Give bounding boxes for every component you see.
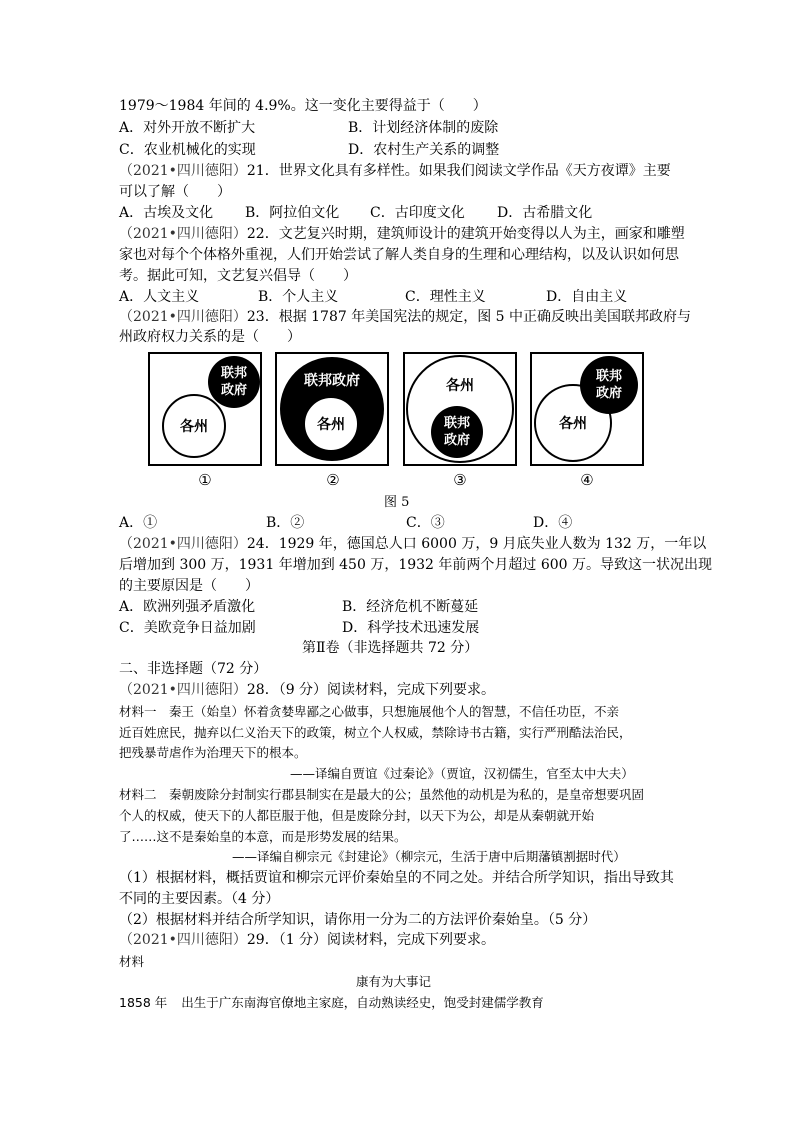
- sub-question-1-cont: 不同的主要因素。（4 分）: [119, 891, 280, 907]
- diagram-1: [148, 352, 262, 466]
- state-circle: 各州: [406, 355, 514, 463]
- material-2-source: ——译编自柳宗元《封建论》（柳宗元，生活于唐中后期藩镇割据时代）: [232, 849, 626, 864]
- state-circle: 各州: [534, 384, 612, 462]
- q23-option-a: A．①: [119, 515, 158, 531]
- question-text: 29．（1 分）阅读材料，完成下列要求。: [246, 932, 496, 948]
- diagram-number-3: ③: [453, 471, 467, 489]
- question-source: （2021•四川德阳）: [119, 536, 247, 552]
- question-text: 21．世界文化具有多样性。如果我们阅读文学作品《天方夜谭》主要: [246, 163, 671, 179]
- q22-option-c: C．理性主义: [405, 289, 486, 305]
- material-2-line: 了……这不是秦始皇的本意，而是形势发展的结果。: [119, 829, 407, 844]
- q24-option-c: C．美欧竞争日益加剧: [119, 620, 256, 636]
- question-22-cont: 家也对每个个体格外重视，人们开始尝试了解人类自身的生理和心理结构，以及认识如何思: [119, 247, 679, 263]
- question-source: （2021•四川德阳）: [119, 932, 247, 948]
- diagram-2: [275, 352, 389, 466]
- q23-option-d: D．④: [533, 515, 573, 531]
- diagram-number-4: ④: [580, 471, 594, 489]
- material-1-source: ——译编自贾谊《过秦论》（贾谊，汉初儒生，官至太中大夫）: [290, 766, 634, 781]
- figure-caption: 图 5: [384, 495, 410, 510]
- part-2-title: 第Ⅱ卷（非选择题共 72 分）: [302, 640, 479, 656]
- question-21: [119, 161, 671, 181]
- question-text: 24．1929 年，德国总人口 6000 万，9 月底失业人数为 132 万，一年以: [246, 536, 707, 552]
- question-24-cont: 后增加到 300 万，1931 年增加到 450 万，1932 年前两个月超过 600 万。导致这一状况出现: [119, 557, 713, 573]
- material-1-line: 近百姓庶民，抛弃以仁义治天下的政策，树立个人权威，禁除诗书古籍，实行严刑酷法治民，: [119, 725, 632, 740]
- section-heading: 二、非选择题（72 分）: [119, 661, 268, 677]
- material-2-line: 个人的权威，使天下的人都臣服于他，但是废除分封，以天下为公，却是从秦朝就开始: [119, 808, 595, 823]
- q21-option-b: B．阿拉伯文化: [245, 205, 340, 221]
- table-title: 康有为大事记: [356, 974, 432, 989]
- question-22-cont: 考。据此可知，文艺复兴倡导（ ）: [119, 268, 357, 284]
- question-24: [119, 534, 706, 554]
- question-continued-text: 1979～1984 年间的 4.9%。这一变化主要得益于（ ）: [119, 98, 487, 114]
- question-source: （2021•四川德阳）: [119, 226, 247, 242]
- question-24-cont: 的主要原因是（ ）: [119, 578, 259, 594]
- q22-option-d: D．自由主义: [546, 289, 628, 305]
- federal-circle: 联邦 政府: [580, 356, 638, 414]
- diagram-number-1: ①: [198, 471, 212, 489]
- state-circle: 各州: [162, 394, 226, 458]
- question-text: 28．（9 分）阅读材料，完成下列要求。: [246, 682, 496, 698]
- federal-circle: 联邦 政府: [208, 356, 260, 408]
- diagram-4: [530, 352, 644, 466]
- q23-option-c: C．③: [406, 515, 445, 531]
- question-28: [119, 680, 495, 700]
- q24-option-d: D．科学技术迅速发展: [342, 620, 480, 636]
- q24-option-a: A．欧洲列强矛盾激化: [119, 599, 256, 615]
- sub-question-1: （1）根据材料，概括贾谊和柳宗元评价秦始皇的不同之处。并结合所学知识，指出导致其: [119, 870, 674, 886]
- q21-option-c: C．古印度文化: [370, 205, 465, 221]
- federal-label: 联邦政府: [304, 373, 360, 389]
- material-label: 材料: [119, 954, 145, 969]
- diagram-3: [403, 352, 517, 466]
- question-29: [119, 930, 495, 950]
- material-1-line: 材料一 秦王（始皇）怀着贪婪卑鄙之心做事，只想施展他个人的智慧，不信任功臣，不亲: [119, 704, 620, 719]
- q23-option-b: B．②: [266, 515, 305, 531]
- question-text: 23．根据 1787 年美国宪法的规定，图 5 中正确反映出美国联邦政府与: [246, 309, 692, 325]
- question-23-cont: 州政府权力关系的是（ ）: [119, 329, 301, 345]
- q21-option-a: A．古埃及文化: [119, 205, 214, 221]
- option-b: B．计划经济体制的废除: [348, 120, 499, 136]
- row-text: 出生于广东南海官僚地主家庭，自动熟读经史，饱受封建儒学教育: [181, 995, 544, 1010]
- q24-option-b: B．经济危机不断蔓延: [342, 599, 479, 615]
- question-22: [119, 224, 685, 244]
- material-2-line: 材料二 秦朝废除分封制实行郡县制实在是最大的公；虽然他的动机是为私的，是皇帝想要巩固: [119, 787, 645, 802]
- question-source: （2021•四川德阳）: [119, 163, 247, 179]
- q21-option-d: D．古希腊文化: [497, 205, 593, 221]
- option-d: D．农村生产关系的调整: [348, 142, 500, 158]
- question-23: [119, 307, 691, 327]
- federal-circle: 联邦 政府: [431, 406, 483, 458]
- question-source: （2021•四川德阳）: [119, 682, 247, 698]
- row-year: 1858 年: [119, 995, 168, 1010]
- question-21-cont: 可以了解（ ）: [119, 184, 231, 200]
- option-c: C．农业机械化的实现: [119, 142, 256, 158]
- sub-question-2: （2）根据材料并结合所学知识，请你用一分为二的方法评价秦始皇。（5 分）: [119, 912, 597, 928]
- material-1-line: 把残暴苛虐作为治理天下的根本。: [119, 745, 307, 760]
- table-row: [119, 993, 544, 1013]
- diagram-number-2: ②: [326, 471, 340, 489]
- q22-option-a: A．人文主义: [119, 289, 200, 305]
- state-circle: 各州: [303, 396, 359, 452]
- question-text: 22．文艺复兴时期，建筑师设计的建筑开始变得以人为主，画家和雕塑: [246, 226, 685, 242]
- option-a: A．对外开放不断扩大: [119, 120, 256, 136]
- q22-option-b: B．个人主义: [258, 289, 339, 305]
- question-source: （2021•四川德阳）: [119, 309, 247, 325]
